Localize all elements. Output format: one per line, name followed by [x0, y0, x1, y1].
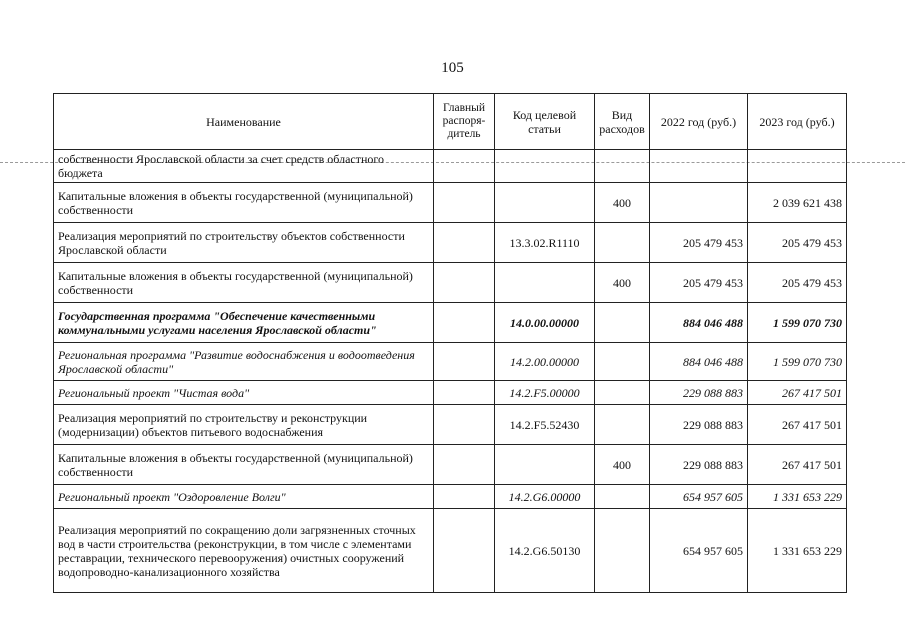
- row-name-cell: Капитальные вложения в объекты государственной (муниципальной) собственности: [54, 445, 434, 485]
- row-code-cell: [495, 183, 595, 223]
- row-name-cell: Реализация мероприятий по сокращению доли загрязненных сточных вод в части строительства (реконструкции, в том числе с элементами реставрации, технического перевооружения) очистных сооружений водопроводно-канализационного хозяйства: [54, 509, 434, 593]
- row-2022-cell: [650, 150, 748, 183]
- row-vid-cell: 400: [595, 445, 650, 485]
- row-2022-cell: 884 046 488: [650, 303, 748, 343]
- header-2022: 2022 год (руб.): [650, 94, 748, 150]
- row-2023-cell: 267 417 501: [748, 445, 847, 485]
- table-row: [54, 303, 847, 343]
- row-2022-cell: 654 957 605: [650, 509, 748, 593]
- row-vid-cell: [595, 223, 650, 263]
- row-glav-cell: [434, 405, 495, 445]
- row-2023-cell: 267 417 501: [748, 381, 847, 405]
- row-name-cell: Региональный проект "Чистая вода": [54, 381, 434, 405]
- row-2022-cell: 205 479 453: [650, 223, 748, 263]
- row-glav-cell: [434, 381, 495, 405]
- header-name: Наименование: [54, 94, 434, 150]
- row-code-cell: [495, 445, 595, 485]
- row-2023-cell: 1 599 070 730: [748, 343, 847, 381]
- row-2023-cell: 2 039 621 438: [748, 183, 847, 223]
- row-vid-cell: [595, 343, 650, 381]
- row-name-cell: Государственная программа "Обеспечение качественными коммунальными услугами населения Ярославской области": [54, 303, 434, 343]
- table-row: [54, 343, 847, 381]
- header-2023: 2023 год (руб.): [748, 94, 847, 150]
- row-code-cell: 14.0.00.00000: [495, 303, 595, 343]
- table-row: [54, 509, 847, 593]
- table-header-row: [54, 94, 847, 150]
- row-code-cell: [495, 150, 595, 183]
- table-row: [54, 263, 847, 303]
- page-number: 105: [441, 60, 464, 76]
- row-name-cell: Региональная программа "Развитие водоснабжения и водоотведения Ярославской области": [54, 343, 434, 381]
- row-code-cell: 14.2.F5.00000: [495, 381, 595, 405]
- row-2023-cell: 1 331 653 229: [748, 485, 847, 509]
- row-glav-cell: [434, 485, 495, 509]
- row-2022-cell: 654 957 605: [650, 485, 748, 509]
- row-2022-cell: [650, 183, 748, 223]
- row-code-cell: 13.3.02.R1110: [495, 223, 595, 263]
- row-glav-cell: [434, 183, 495, 223]
- row-2023-cell: 1 331 653 229: [748, 509, 847, 593]
- table-row: [54, 485, 847, 509]
- header-code: Код целевой статьи: [495, 94, 595, 150]
- row-glav-cell: [434, 263, 495, 303]
- row-name-cell: Капитальные вложения в объекты государственной (муниципальной) собственности: [54, 183, 434, 223]
- row-vid-cell: [595, 303, 650, 343]
- row-vid-cell: 400: [595, 183, 650, 223]
- row-name-cell: Капитальные вложения в объекты государственной (муниципальной) собственности: [54, 263, 434, 303]
- table-row: [54, 183, 847, 223]
- row-2023-cell: 1 599 070 730: [748, 303, 847, 343]
- row-glav-cell: [434, 303, 495, 343]
- row-vid-cell: [595, 381, 650, 405]
- budget-table: [53, 93, 847, 593]
- row-name-cell: Реализация мероприятий по строительству объектов собственности Ярославской области: [54, 223, 434, 263]
- row-2022-cell: 884 046 488: [650, 343, 748, 381]
- table-row: [54, 445, 847, 485]
- row-2023-cell: 205 479 453: [748, 223, 847, 263]
- row-vid-cell: 400: [595, 263, 650, 303]
- row-name-cell: Реализация мероприятий по строительству и реконструкции (модернизации) объектов питьевого водоснабжения: [54, 405, 434, 445]
- header-vid: Вид расходов: [595, 94, 650, 150]
- row-code-cell: 14.2.00.00000: [495, 343, 595, 381]
- row-2023-cell: 267 417 501: [748, 405, 847, 445]
- row-code-cell: [495, 263, 595, 303]
- row-code-cell: 14.2.G6.00000: [495, 485, 595, 509]
- row-code-cell: 14.2.F5.52430: [495, 405, 595, 445]
- table-row: [54, 150, 847, 183]
- row-glav-cell: [434, 223, 495, 263]
- row-code-cell: 14.2.G6.50130: [495, 509, 595, 593]
- header-glav: Главный распоря-дитель: [434, 94, 495, 150]
- row-2022-cell: 229 088 883: [650, 381, 748, 405]
- row-vid-cell: [595, 509, 650, 593]
- row-vid-cell: [595, 485, 650, 509]
- row-name-cell: Региональный проект "Оздоровление Волги": [54, 485, 434, 509]
- row-2022-cell: 205 479 453: [650, 263, 748, 303]
- row-glav-cell: [434, 445, 495, 485]
- row-2023-cell: 205 479 453: [748, 263, 847, 303]
- row-2022-cell: 229 088 883: [650, 445, 748, 485]
- table-row: [54, 405, 847, 445]
- row-2022-cell: 229 088 883: [650, 405, 748, 445]
- row-glav-cell: [434, 343, 495, 381]
- row-glav-cell: [434, 509, 495, 593]
- row-glav-cell: [434, 150, 495, 183]
- table-row: [54, 223, 847, 263]
- row-vid-cell: [595, 150, 650, 183]
- table-row: [54, 381, 847, 405]
- row-2023-cell: [748, 150, 847, 183]
- row-vid-cell: [595, 405, 650, 445]
- row-name-cell: собственности Ярославской области за счет средств областного бюджета: [54, 150, 434, 183]
